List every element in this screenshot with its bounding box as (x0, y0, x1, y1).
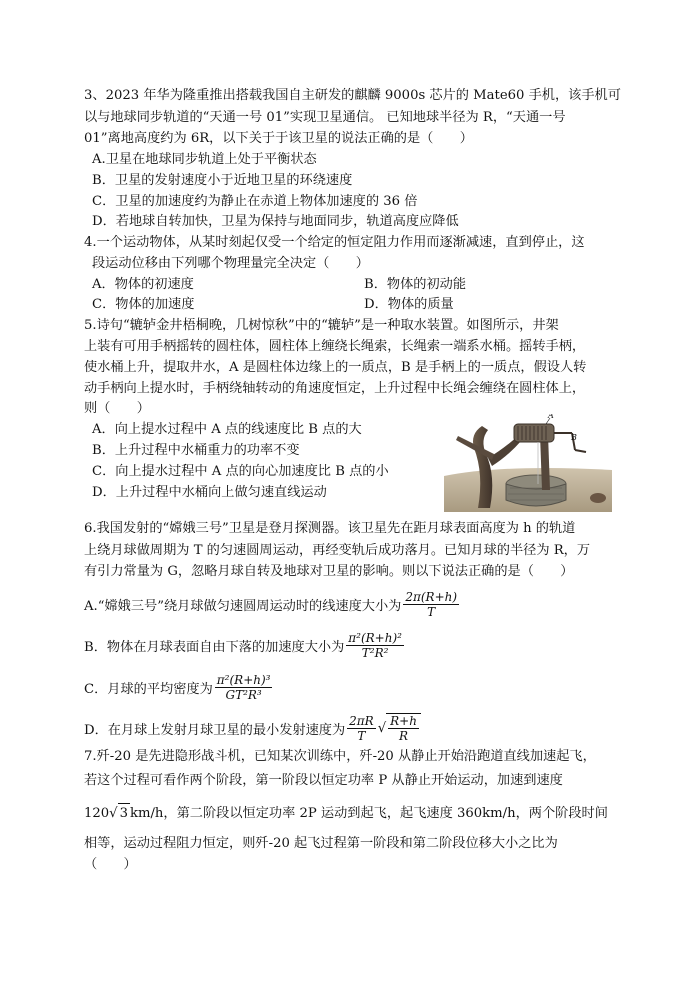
q6-option-c (84, 670, 274, 704)
q3-stem-line3: 01”离地高度约为 6R，以下关于于该卫星的说法正确的是（ ） (84, 131, 473, 146)
q3-stem-line2: 以与地球同步轨道的“天通一号 01”实现卫星通信。 已知地球半径为 R，“天通一号 (84, 110, 566, 125)
sqrt-radicand: 3 (118, 803, 130, 824)
fraction-numerator: 2π(R+h) (405, 589, 458, 604)
q4-stem-line1: 4.一个运动物体，从某时刻起仅受一个给定的恒定阻力作用而逐渐减速，直到停止，这 (84, 235, 585, 250)
q6-stem-line3: 有引力常量为 G，忽略月球自转及地球对卫星的影响。则以下说法正确的是（ ） (84, 564, 574, 579)
q3-option-d: D．若地球自转加快，卫星为保持与地面同步，轨道高度应降低 (92, 214, 459, 229)
q4-option-b: B．物体的初动能 (364, 277, 467, 292)
q7-stem-line1: 7.歼-20 是先进隐形战斗机，已知某次训练中，歼-20 从静止开始沿跑道直线加速起飞， (84, 749, 596, 764)
q7-stem-line3 (84, 803, 608, 824)
q6-option-d-text: D．在月球上发射月球卫星的最小发射速度为 (84, 722, 346, 738)
q5-option-b: B．上升过程中水桶重力的功率不变 (92, 443, 300, 458)
q5-stem-line3: 使水桶上升，提取井水，A 是圆柱体边缘上的一质点，B 是手柄上的一质点，假设人转 (84, 360, 587, 375)
q3-option-c: C．卫星的加速度约为静止在赤道上物体加速度的 36 倍 (92, 194, 418, 209)
q7-stem-line2: 若这个过程可看作两个阶段，第一阶段以恒定功率 P 从静止开始运动，加速到速度 (84, 773, 563, 788)
q4-option-a: A．物体的初速度 (92, 277, 194, 292)
q6-option-c-text: C．月球的平均密度为 (84, 681, 213, 697)
q3-option-b: B．卫星的发射速度小于近地卫星的环绕速度 (92, 173, 353, 188)
q7-speed-prefix: 120 (84, 806, 110, 821)
q5-stem-line2: 上装有可用手柄摇转的圆柱体，圆柱体上缠绕长绳索，长绳索一端系水桶。摇转手柄， (84, 339, 586, 354)
q6-option-c-fraction (215, 673, 273, 702)
q7-speed-rest: km/h，第二阶段以恒定功率 2P 运动到起飞，起飞速度 360km/h，两个阶段时间 (129, 806, 608, 821)
q6-option-d (84, 711, 421, 745)
q3-option-a: A.卫星在地球同步轨道上处于平衡状态 (92, 152, 317, 167)
q6-option-b-fraction (346, 631, 404, 660)
fraction-denominator: GT²R³ (225, 687, 262, 702)
q6-option-a-fraction (403, 590, 459, 619)
q5-option-d: D．上升过程中水桶向上做匀速直线运动 (92, 485, 327, 500)
q6-option-a-text: A.“嫦娥三号”绕月球做匀速圆周运动时的线速度大小为 (84, 598, 402, 614)
q6-stem-line2: 上绕月球做周期为 T 的匀速圆周运动，再经变轨后成功落月。已知月球的半径为 R，万 (84, 543, 591, 558)
q7-stem-line5: （ ） (84, 857, 137, 872)
q5-stem-line1: 5.诗句“辘轳金井梧桐晚，几树惊秋”中的“辘轳”是一种取水装置。如图所示，井架 (84, 318, 559, 333)
fraction-denominator: R (399, 729, 409, 743)
q6-option-b-text: B．物体在月球表面自由下落的加速度大小为 (84, 639, 345, 655)
q4-option-d: D．物体的质量 (364, 297, 454, 312)
fraction-numerator: π²(R+h)² (348, 630, 402, 645)
q5-stem-line5: 则（ ） (84, 401, 150, 416)
q5-stem-line4: 动手柄向上提水时，手柄绕轴转动的角速度恒定，上升过程中长绳会缠绕在圆柱体上， (84, 381, 586, 396)
fraction-denominator: T (357, 728, 366, 743)
fraction-numerator: 2πR (349, 713, 374, 728)
q6-option-b (84, 628, 406, 662)
bucket-shape (590, 493, 606, 503)
q6-stem-line1: 6.我国发射的“嫦娥三号”卫星是登月探测器。该卫星先在距月球表面高度为 h 的轨道 (84, 521, 576, 536)
q5-option-a: A．向上提水过程中 A 点的线速度比 B 点的大 (92, 422, 362, 437)
fraction-numerator: π²(R+h)³ (216, 672, 271, 687)
label-a: A (548, 414, 554, 420)
windlass-illustration (444, 414, 612, 512)
q4-option-c: C．物体的加速度 (92, 297, 195, 312)
q5-option-c: C．向上提水过程中 A 点的向心加速度比 B 点的小 (92, 464, 389, 479)
sqrt-symbol: √ $\frac{R+h}{R}$ (378, 713, 421, 743)
label-b: B (571, 433, 577, 442)
q4-stem-line2: 段运动位移由下列哪个物理量完全决定（ ） (92, 256, 369, 271)
fraction-denominator: T²R² (361, 645, 389, 660)
fraction-denominator: T (427, 604, 436, 619)
sqrt-symbol: √ 3 (109, 803, 130, 824)
q6-option-d-fraction (347, 714, 376, 743)
q6-option-a (84, 587, 461, 621)
fraction-numerator: R+h (390, 714, 417, 728)
q3-stem-line1: 3、2023 年华为隆重推出搭载我国自主研发的麒麟 9000s 芯片的 Mate60 手机，该手机可 (84, 88, 621, 103)
q7-stem-line4: 相等，运动过程阻力恒定，则歼-20 起飞过程第一阶段和第二阶段位移大小之比为 (84, 836, 558, 851)
